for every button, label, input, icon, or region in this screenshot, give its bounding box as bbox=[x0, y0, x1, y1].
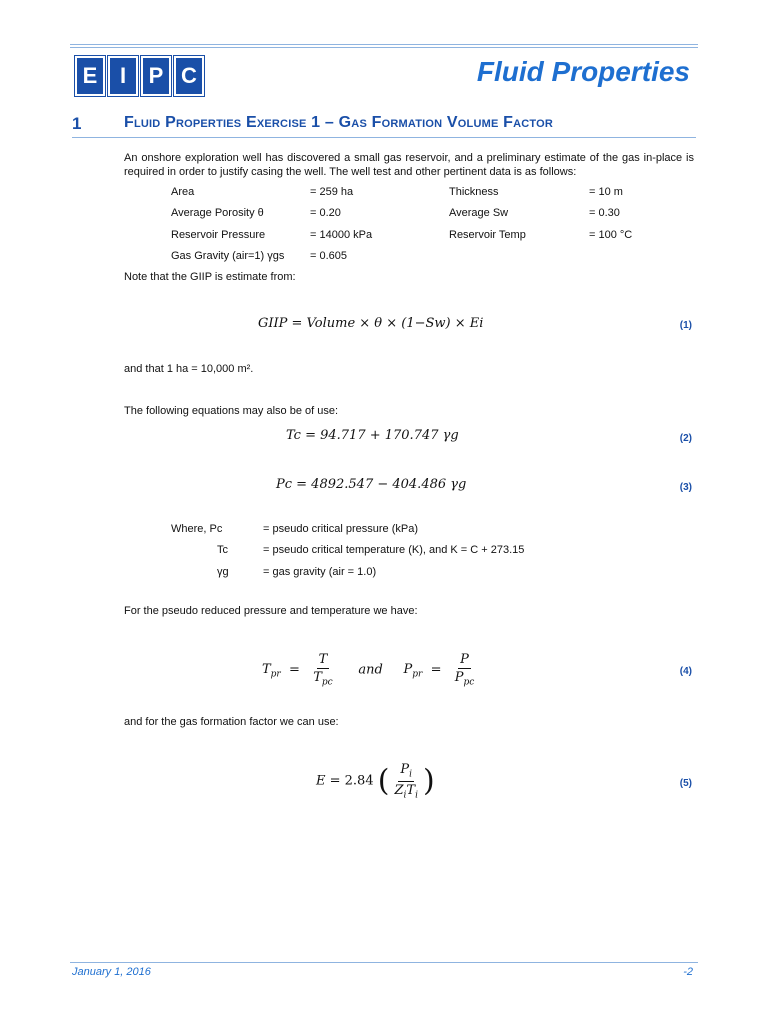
header-rule-top-2 bbox=[70, 47, 698, 48]
data-label: Area bbox=[171, 186, 195, 198]
equation-2: Tc = 94.717 + 170.747 γg bbox=[286, 428, 459, 443]
where-description: = gas gravity (air = 1.0) bbox=[263, 566, 377, 578]
data-label: Gas Gravity (air=1) γgs bbox=[171, 250, 285, 262]
equation-5: E = 2.84 ( $\frac{P_i}{Z_iT_i}$ ) bbox=[316, 762, 435, 801]
where-symbol: γg bbox=[217, 566, 229, 578]
header-title: Fluid Properties bbox=[476, 56, 690, 87]
where-description: = pseudo critical pressure (kPa) bbox=[263, 523, 418, 535]
where-description: = pseudo critical temperature (K), and K = C + 273.15 bbox=[263, 544, 525, 556]
eipc-logo bbox=[75, 56, 204, 96]
data-label: Reservoir Pressure bbox=[171, 229, 266, 241]
fvf-intro: and for the gas formation factor we can use: bbox=[124, 716, 339, 728]
data-value: = 0.605 bbox=[310, 250, 348, 262]
equation-3: Pc = 4892.547 − 404.486 γg bbox=[276, 477, 467, 492]
data-label: Average Sw bbox=[449, 207, 509, 219]
logo-letter-c: C bbox=[174, 56, 204, 96]
data-label: Reservoir Temp bbox=[449, 229, 526, 241]
footer-rule bbox=[70, 962, 698, 963]
logo-letter-i: I bbox=[108, 56, 138, 96]
section-title: Fluid Properties Exercise 1 – Gas Formation Volume Factor bbox=[124, 114, 554, 131]
equation-5-number: (5) bbox=[679, 778, 692, 789]
logo-letter-p: P bbox=[141, 56, 171, 96]
equation-2-number: (2) bbox=[679, 433, 692, 444]
equation-3-number: (3) bbox=[679, 482, 692, 493]
data-label: Thickness bbox=[449, 186, 499, 198]
data-value: = 14000 kPa bbox=[310, 229, 373, 241]
equation-4: $T_{pr}$ = $\frac{T}{T_{pc}}$ and $P_{pr}$ = $\frac{P}{P_{pc}}$ bbox=[262, 652, 475, 688]
data-value: = 10 m bbox=[589, 186, 623, 198]
equation-1-number: (1) bbox=[679, 320, 692, 331]
data-label: Average Porosity θ bbox=[171, 207, 264, 219]
note-giip: Note that the GIIP is estimate from: bbox=[124, 271, 296, 283]
data-value: = 0.30 bbox=[589, 207, 620, 219]
where-symbol: Where, Pc bbox=[171, 523, 223, 535]
reduced-intro: For the pseudo reduced pressure and temperature we have: bbox=[124, 605, 418, 617]
intro-paragraph: An onshore exploration well has discovered a small gas reservoir, and a preliminary estimate of the gas in-place is required in order to justify casing the well. The well test and other pertinent data is as follows: bbox=[124, 152, 694, 178]
footer-page-number: -2 bbox=[683, 966, 693, 978]
equation-1: GIIP = Volume × θ × (1−Sw) × Ei bbox=[258, 316, 484, 331]
data-value: = 259 ha bbox=[310, 186, 354, 198]
hectare-note: and that 1 ha = 10,000 m². bbox=[124, 363, 254, 375]
where-symbol: Tc bbox=[217, 544, 228, 556]
data-value: = 0.20 bbox=[310, 207, 341, 219]
header-rule-top bbox=[70, 44, 698, 45]
footer-date: January 1, 2016 bbox=[72, 966, 151, 978]
section-rule bbox=[72, 137, 696, 138]
section-number: 1 bbox=[72, 114, 82, 133]
equations-intro: The following equations may also be of use: bbox=[124, 405, 339, 417]
logo-letter-e: E bbox=[75, 56, 105, 96]
data-value: = 100 °C bbox=[589, 229, 633, 241]
equation-4-number: (4) bbox=[679, 666, 692, 677]
